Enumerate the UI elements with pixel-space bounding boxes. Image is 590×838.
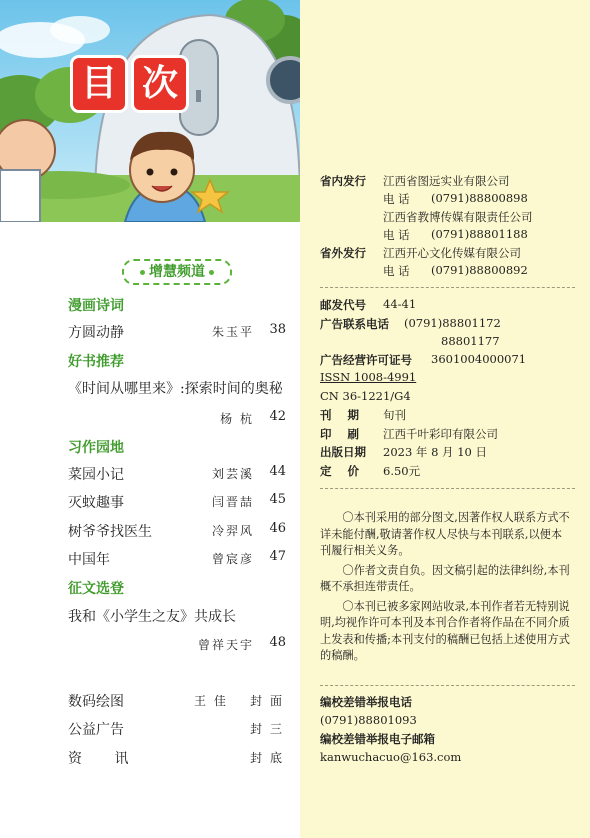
phone-number: (0791)88801188 xyxy=(431,227,528,241)
divider xyxy=(320,488,575,489)
print-label: 印 刷 xyxy=(320,427,366,441)
toc-title: 菜园小记 xyxy=(68,467,124,483)
misc-entry[interactable] xyxy=(68,691,284,711)
toc-page: 44 xyxy=(269,464,286,479)
ad-phone: 88801177 xyxy=(441,334,500,348)
errata-phone-label: 编校差错举报电话 xyxy=(320,695,412,709)
divider xyxy=(320,685,575,686)
misc-title: 资 讯 xyxy=(68,751,143,767)
toc-author: 杨 杭 xyxy=(220,412,254,426)
toc-page: 45 xyxy=(269,492,286,507)
toc-entry-meta xyxy=(68,635,286,655)
toc-entry-meta xyxy=(68,409,286,429)
toc-entry[interactable] xyxy=(68,322,286,342)
toc-page: 47 xyxy=(269,549,286,564)
channel-label: 增慧频道 xyxy=(149,264,205,280)
dot-icon xyxy=(140,270,145,275)
toc-title: 我和《小学生之友》共成长 xyxy=(68,609,236,625)
title-char-1: 目 xyxy=(73,58,125,110)
period-label: 刊 期 xyxy=(320,408,366,422)
toc-title: 中国年 xyxy=(68,552,110,568)
toc-page: 46 xyxy=(269,521,286,536)
postal-code: 44-41 xyxy=(383,297,417,311)
channel-banner xyxy=(122,259,232,285)
errata-email-label: 编校差错举报电子邮箱 xyxy=(320,732,435,746)
license-number: 3601004000071 xyxy=(431,352,527,366)
price-value: 6.50元 xyxy=(383,464,421,478)
toc-title: 灭蚊趣事 xyxy=(68,495,124,511)
toc-author: 曾祥天宇 xyxy=(197,638,254,652)
section-heading: 习作园地 xyxy=(68,440,124,456)
distributor-name: 江西开心文化传媒有限公司 xyxy=(383,246,521,260)
toc-entry[interactable] xyxy=(68,464,286,484)
phone-number: (0791)88800892 xyxy=(431,263,528,277)
cn-number: CN 36-1221/G4 xyxy=(320,389,411,403)
notice-paragraph: 〇本刊已被多家网站收录,本刊作者若无特别说明,均视作许可本刊及本刊合作者将作品在不同介质上发表和传播;本刊支付的稿酬已包括上述使用方式的稿酬。 xyxy=(320,599,570,662)
distributor-name: 江西省图远实业有限公司 xyxy=(383,174,510,188)
foreign-label: 省外发行 xyxy=(320,246,366,260)
misc-title: 数码绘图 xyxy=(68,694,124,710)
notice-paragraph: 〇作者文责自负。因文稿引起的法律纠纷,本刊概不承担连带责任。 xyxy=(320,563,570,593)
errata-phone: (0791)88801093 xyxy=(320,713,417,727)
printer-name: 江西千叶彩印有限公司 xyxy=(383,427,498,441)
toc-author: 刘芸溪 xyxy=(211,467,254,481)
divider xyxy=(320,287,575,288)
distributor-name: 江西省教博传媒有限责任公司 xyxy=(383,210,533,224)
period-value: 旬刊 xyxy=(383,408,406,422)
issn: ISSN 1008-4991 xyxy=(320,370,417,384)
ad-label: 广告联系电话 xyxy=(320,317,389,331)
publish-date: 2023 年 8 月 10 日 xyxy=(383,445,487,459)
cartoon-scene-image xyxy=(0,0,300,222)
toc-entry[interactable] xyxy=(68,549,286,569)
toc-page: 38 xyxy=(269,322,286,337)
price-label: 定 价 xyxy=(320,464,366,478)
toc-author: 曾宸彦 xyxy=(211,552,254,566)
misc-entry[interactable] xyxy=(68,748,284,768)
toc-entry[interactable] xyxy=(68,378,286,398)
phone-number: (0791)88800898 xyxy=(431,191,528,205)
section-heading: 好书推荐 xyxy=(68,354,124,370)
misc-page: 封 三 xyxy=(250,722,284,736)
postal-label: 邮发代号 xyxy=(320,298,366,312)
misc-entry[interactable] xyxy=(68,719,284,739)
date-label: 出版日期 xyxy=(320,445,366,459)
notice-block xyxy=(320,510,572,668)
toc-author: 朱玉平 xyxy=(211,325,254,339)
notice-paragraph: 〇本刊采用的部分图文,因著作权人联系方式不详未能付酬,敬请著作权人尽快与本刊联系,以便本刊履行相关义务。 xyxy=(320,511,570,557)
toc-author: 闫晋喆 xyxy=(211,495,254,509)
toc-title: 方圆动静 xyxy=(68,325,124,341)
cartoon-illustration xyxy=(0,0,300,222)
phone-label: 电 话 xyxy=(383,192,410,206)
domestic-label: 省内发行 xyxy=(320,174,366,188)
misc-page: 封 面 xyxy=(250,694,284,708)
license-label: 广告经营许可证号 xyxy=(320,353,412,367)
phone-label: 电 话 xyxy=(383,228,410,242)
toc-page: 48 xyxy=(269,635,286,650)
toc-title: 树爷爷找医生 xyxy=(68,524,152,540)
toc-entry[interactable] xyxy=(68,492,286,512)
misc-author: 王 佳 xyxy=(194,694,228,708)
title-char-2: 次 xyxy=(134,58,186,110)
errata-email[interactable]: kanwuchacuo@163.com xyxy=(320,750,462,764)
misc-title: 公益广告 xyxy=(68,722,124,738)
dot-icon xyxy=(209,270,214,275)
toc-page: 42 xyxy=(269,409,286,424)
section-heading: 征文选登 xyxy=(68,581,124,597)
misc-page: 封 底 xyxy=(250,751,284,765)
phone-label: 电 话 xyxy=(383,264,410,278)
ad-phone: (0791)88801172 xyxy=(404,316,501,330)
section-heading: 漫画诗词 xyxy=(68,298,124,314)
toc-entry[interactable] xyxy=(68,606,286,626)
toc-title: 《时间从哪里来》:探索时间的奥秘 xyxy=(68,381,283,397)
toc-entry[interactable] xyxy=(68,521,286,541)
toc-author: 冷羿风 xyxy=(211,524,254,538)
